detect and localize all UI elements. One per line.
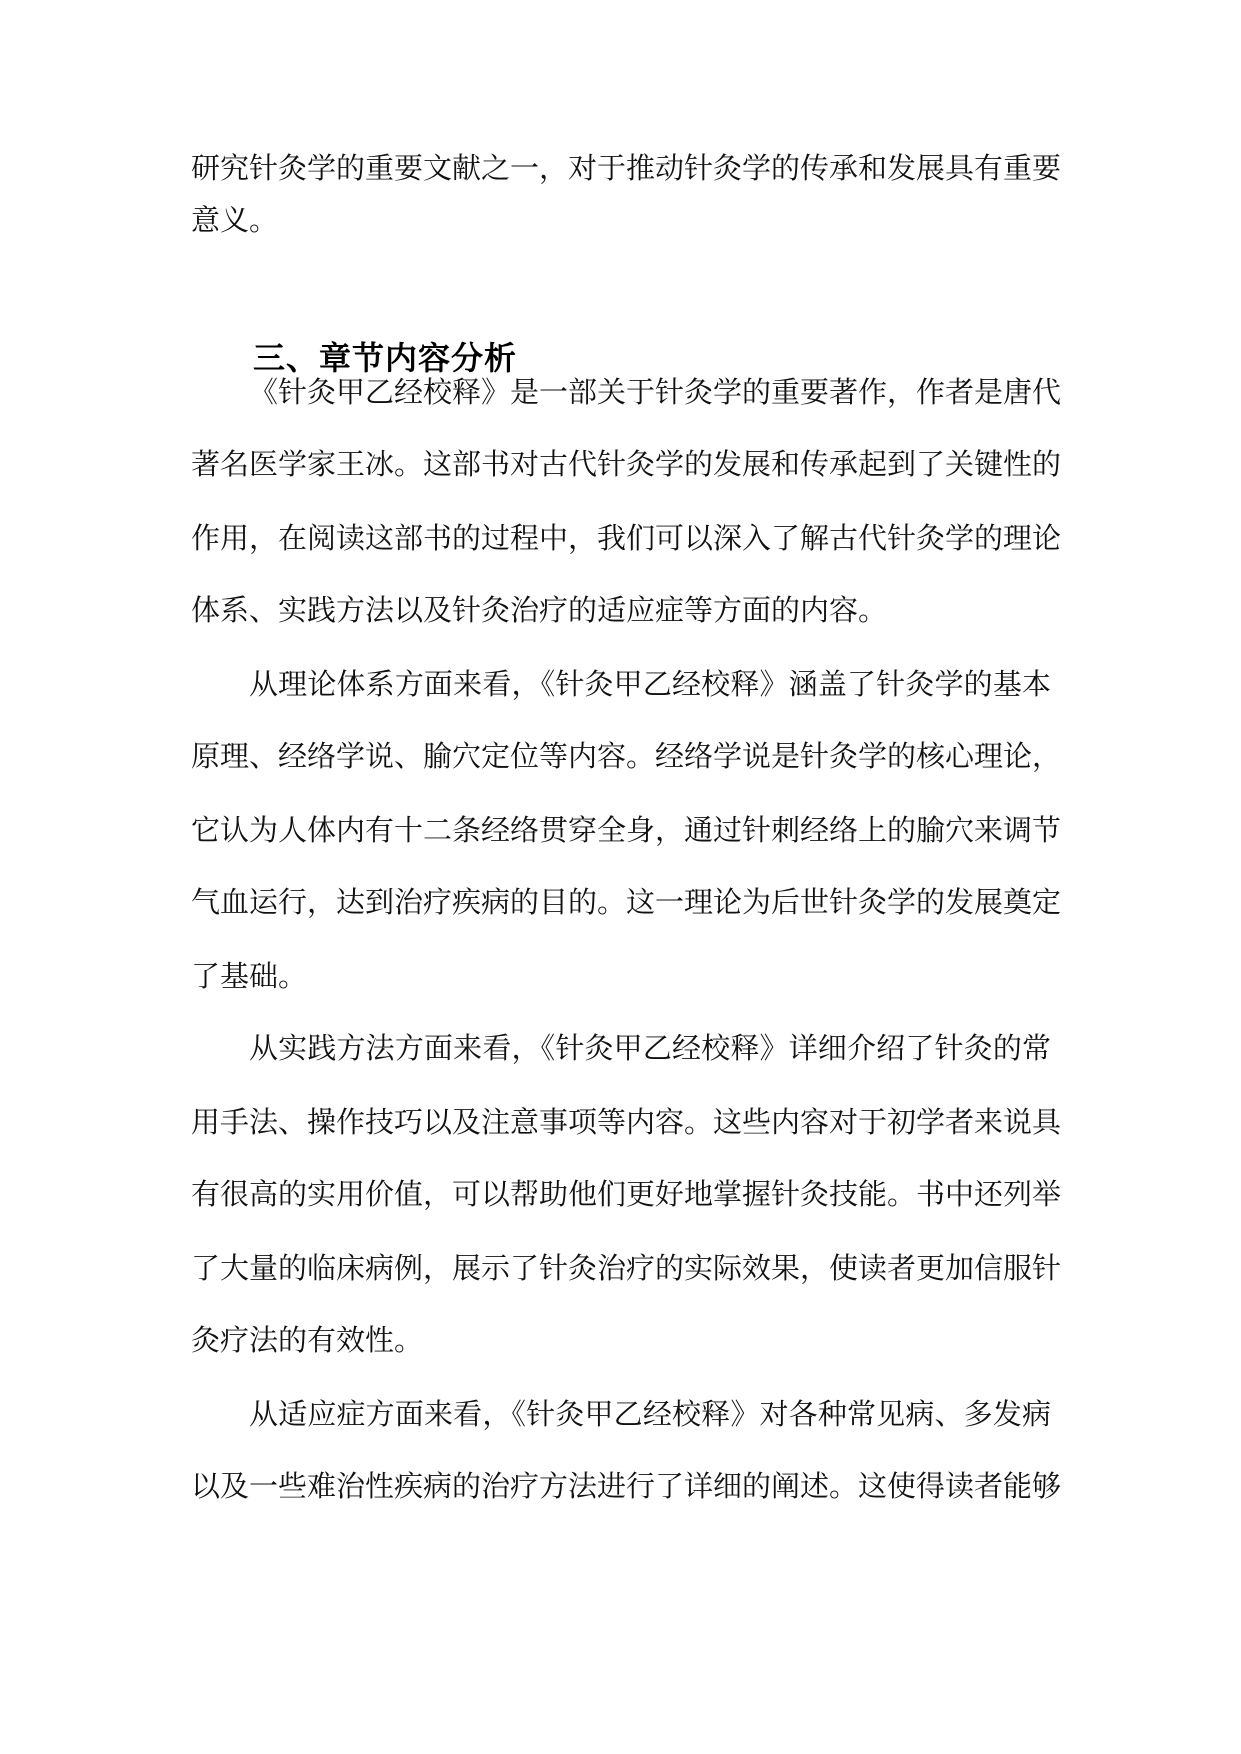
paragraph-4-line-1: 从适应症方面来看，《针灸甲乙经校释》对各种常见病、多发病: [249, 1397, 1051, 1431]
paragraph-2-line-5: 了基础。: [191, 959, 308, 993]
section-heading: 三、章节内容分析: [253, 339, 518, 377]
paragraph-3-line-3: 有很高的实用价值，可以帮助他们更好地掌握针灸技能。书中还列举: [191, 1177, 1062, 1211]
continuation-line-2: 意义。: [191, 203, 279, 237]
paragraph-3-line-4: 了大量的临床病例，展示了针灸治疗的实际效果，使读者更加信服针: [191, 1251, 1062, 1285]
continuation-line-1: 研究针灸学的重要文献之一，对于推动针灸学的传承和发展具有重要: [191, 151, 1062, 185]
paragraph-3-line-1: 从实践方法方面来看，《针灸甲乙经校释》详细介绍了针灸的常: [249, 1031, 1051, 1065]
paragraph-2-line-3: 它认为人体内有十二条经络贯穿全身，通过针刺经络上的腧穴来调节: [191, 813, 1062, 847]
paragraph-2-line-4: 气血运行，达到治疗疾病的目的。这一理论为后世针灸学的发展奠定: [191, 885, 1062, 919]
paragraph-1-line-3: 作用，在阅读这部书的过程中，我们可以深入了解古代针灸学的理论: [191, 521, 1062, 555]
paragraph-2-line-2: 原理、经络学说、腧穴定位等内容。经络学说是针灸学的核心理论，: [191, 739, 1062, 773]
paragraph-3-line-5: 灸疗法的有效性。: [191, 1323, 424, 1357]
paragraph-4-line-2: 以及一些难治性疾病的治疗方法进行了详细的阐述。这使得读者能够: [191, 1469, 1062, 1503]
paragraph-1-line-1: 《针灸甲乙经校释》是一部关于针灸学的重要著作，作者是唐代: [249, 375, 1062, 409]
paragraph-2-line-1: 从理论体系方面来看，《针灸甲乙经校释》涵盖了针灸学的基本: [249, 667, 1051, 701]
paragraph-1-line-2: 著名医学家王冰。这部书对古代针灸学的发展和传承起到了关键性的: [191, 447, 1062, 481]
paragraph-3-line-2: 用手法、操作技巧以及注意事项等内容。这些内容对于初学者来说具: [191, 1105, 1062, 1139]
paragraph-1-line-4: 体系、实践方法以及针灸治疗的适应症等方面的内容。: [191, 593, 888, 627]
